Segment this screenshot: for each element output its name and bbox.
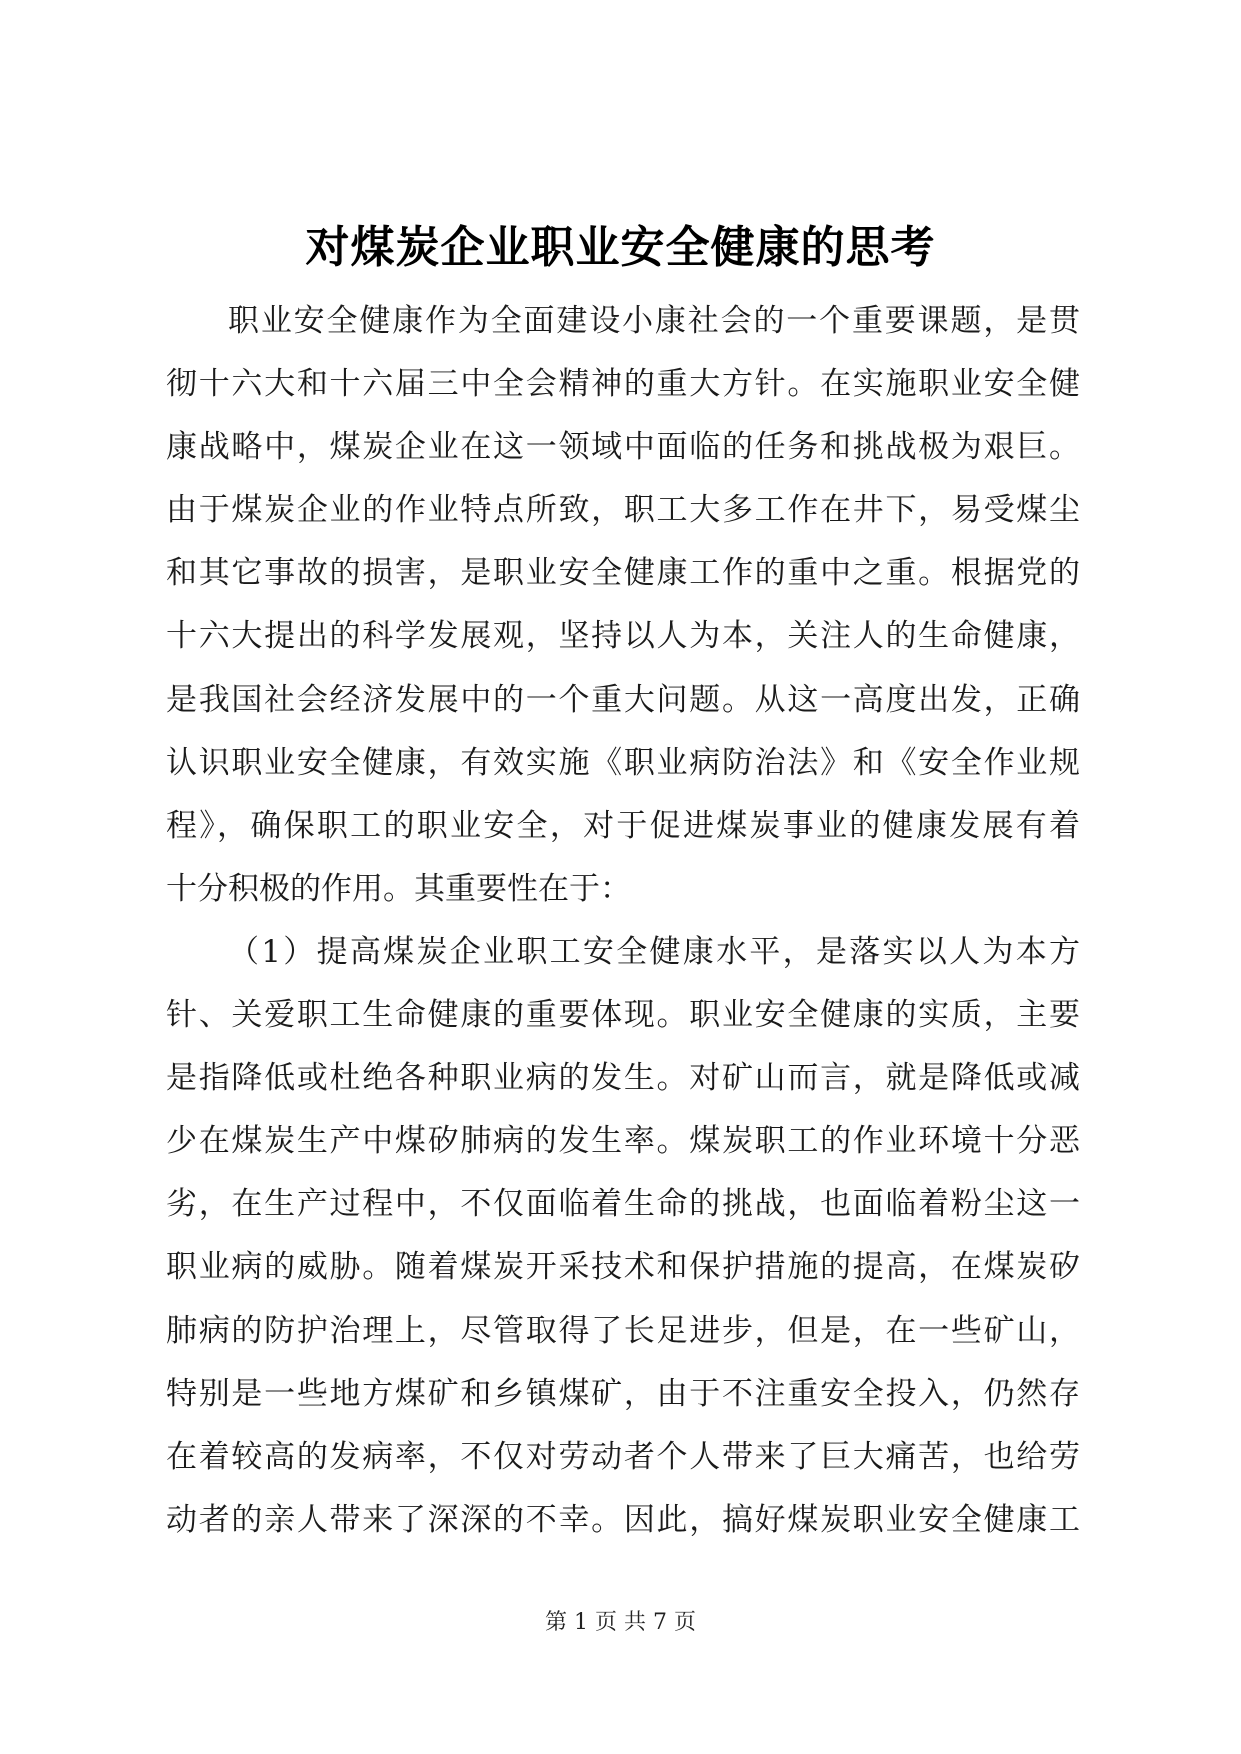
body-line: 在着较高的发病率，不仅对劳动者个人带来了巨大痛苦，也给劳 [166,1438,1080,1475]
body-line: 是我国社会经济发展中的一个重大问题。从这一高度出发，正确 [166,681,1080,718]
document-body [166,290,1080,1552]
body-line: 肺病的防护治理上，尽管取得了长足进步，但是，在一些矿山， [166,1312,1080,1349]
body-line: 职业病的威胁。随着煤炭开采技术和保护措施的提高，在煤炭矽 [166,1249,1080,1286]
body-line: 十分积极的作用。其重要性在于： [166,870,631,907]
document-title: 对煤炭企业职业安全健康的思考 [305,222,936,273]
body-line: 劣，在生产过程中，不仅面临着生命的挑战，也面临着粉尘这一 [166,1186,1080,1223]
body-line: 由于煤炭企业的作业特点所致，职工大多工作在井下，易受煤尘 [166,492,1080,529]
body-line: 针、关爱职工生命健康的重要体现。职业安全健康的实质，主要 [166,997,1080,1034]
body-line: 认识职业安全健康，有效实施《职业病防治法》和《安全作业规 [166,744,1080,781]
body-line: 十六大提出的科学发展观，坚持以人为本，关注人的生命健康， [166,618,1080,655]
body-line: 彻十六大和十六届三中全会精神的重大方针。在实施职业安全健 [166,366,1080,403]
body-line: 动者的亲人带来了深深的不幸。因此，搞好煤炭职业安全健康工 [166,1501,1080,1538]
page-number: 第 1 页 共 7 页 [545,1610,696,1635]
body-line: （1）提高煤炭企业职工安全健康水平，是落实以人为本方 [228,933,1080,970]
body-line: 和其它事故的损害，是职业安全健康工作的重中之重。根据党的 [166,555,1080,592]
body-line: 少在煤炭生产中煤矽肺病的发生率。煤炭职工的作业环境十分恶 [166,1123,1080,1160]
body-line: 程》，确保职工的职业安全，对于促进煤炭事业的健康发展有着 [166,807,1080,844]
body-line: 是指降低或杜绝各种职业病的发生。对矿山而言，就是降低或减 [166,1060,1080,1097]
body-line: 职业安全健康作为全面建设小康社会的一个重要课题，是贯 [228,303,1080,339]
body-line: 康战略中，煤炭企业在这一领域中面临的任务和挑战极为艰巨。 [166,429,1080,466]
body-line: 特别是一些地方煤矿和乡镇煤矿，由于不注重安全投入，仍然存 [166,1375,1080,1412]
